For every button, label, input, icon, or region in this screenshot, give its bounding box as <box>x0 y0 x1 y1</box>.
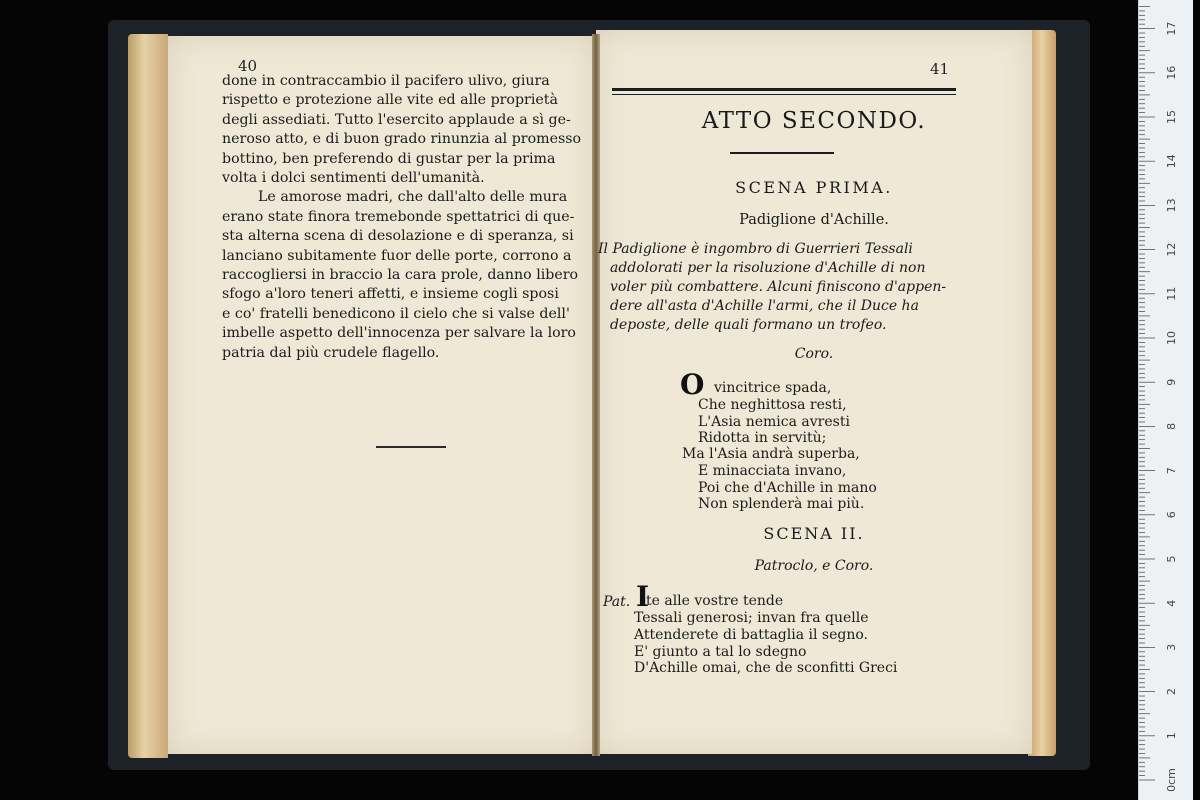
left-page-edge <box>128 34 168 758</box>
ruler-label: 4 <box>1165 599 1178 607</box>
text-line: e co' fratelli benedicono il cielo che si valse dell' <box>222 305 570 322</box>
text-line: deposte, delle quali formano un trofeo. <box>610 317 887 333</box>
header-rule-thin <box>612 94 956 95</box>
ruler-label: 5 <box>1165 555 1178 563</box>
text-line: degli assediati. Tutto l'esercito applaude a sì ge- <box>222 111 571 128</box>
drop-cap-o: O <box>680 368 705 401</box>
ruler-label: 14 <box>1165 154 1178 169</box>
text-line: neroso atto, e di buon grado rinunzia al promesso <box>222 131 582 148</box>
verse-line: Non splenderà mai più. <box>698 496 865 513</box>
speaker-label: Pat. <box>603 594 631 610</box>
chorus-verse-a <box>698 380 850 447</box>
text-line: imbelle aspetto dell'innocenza per salvare la loro <box>222 325 576 342</box>
speech-first-line: te alle vostre tende <box>646 593 784 609</box>
chorus-label: Coro. <box>794 346 834 362</box>
drop-cap-i: I <box>636 580 650 613</box>
measurement-ruler <box>1138 0 1193 800</box>
ruler-label: 9 <box>1165 378 1178 386</box>
page-number-right: 41 <box>930 60 950 78</box>
act-title-rule <box>730 152 834 154</box>
scene-2-title: SCENA II. <box>763 524 865 543</box>
verse-line: vincitrice spada, <box>714 380 832 396</box>
ruler-label: 12 <box>1165 242 1178 257</box>
text-line: bottino, ben preferendo di gustar per la prima <box>222 150 556 167</box>
verse-line: Attenderete di battaglia il segno. <box>634 626 869 643</box>
scene-1-title: SCENA PRIMA. <box>735 178 893 197</box>
ruler-label: 1 <box>1165 732 1178 740</box>
text-line: volta i dolci sentimenti dell'umanità. <box>222 170 485 187</box>
ruler-label: 3 <box>1165 643 1178 651</box>
chorus-verse-b <box>682 446 877 513</box>
ruler-label: 8 <box>1165 422 1178 430</box>
verse-line: E minacciata invano, <box>698 462 847 479</box>
text-line: erano state finora tremebonde spettatrici di que- <box>222 208 575 225</box>
text-line: voler più combattere. Alcuni finiscono d'appen- <box>610 279 947 295</box>
text-line: sta alterna scena di desolazione e di speranza, si <box>222 228 574 245</box>
verse-line: Ridotta in servitù; <box>698 430 827 447</box>
ruler-label: 17 <box>1165 21 1178 36</box>
act-title: ATTO SECONDO. <box>701 108 927 134</box>
right-page-edge <box>1028 30 1056 756</box>
text-line: rispetto e protezione alle vite ed alle proprietà <box>222 92 558 109</box>
verse-line: Poi che d'Achille in mano <box>698 479 877 496</box>
scene-2-cast: Patroclo, e Coro. <box>754 558 874 574</box>
section-end-rule <box>376 446 446 448</box>
ruler-label: 11 <box>1165 286 1178 301</box>
text-line: addolorati per la risoluzione d'Achille di non <box>610 260 926 276</box>
left-paragraph-2 <box>222 188 594 363</box>
ruler-label: 15 <box>1165 110 1178 124</box>
page-number-left: 40 <box>238 57 258 75</box>
verse-line: Tessali generosi; invan fra quelle <box>634 610 869 626</box>
verse-line: Che neghittosa resti, <box>698 396 847 413</box>
ruler-scale <box>1139 0 1193 800</box>
left-paragraph-1 <box>222 72 594 188</box>
ruler-label: 10 <box>1165 331 1178 345</box>
verse-line: D'Achille omai, che de sconfitti Greci <box>634 660 898 677</box>
text-line: sfogo a'loro teneri affetti, e insieme cogli sposi <box>222 286 559 303</box>
verse-line: L'Asia nemica avresti <box>698 413 850 430</box>
text-line: lanciano subitamente fuor delle porte, corrono a <box>222 247 572 264</box>
ruler-label: 6 <box>1165 511 1178 519</box>
verse-line: E' giunto a tal lo sdegno <box>634 643 807 660</box>
ruler-label: 2 <box>1165 688 1178 696</box>
scene-1-setting: Padiglione d'Achille. <box>739 212 889 228</box>
ruler-label: 13 <box>1165 198 1178 213</box>
text-line: dere all'asta d'Achille l'armi, che il Duce ha <box>610 298 919 314</box>
header-rule-thick <box>612 88 956 91</box>
left-page-text <box>222 72 594 363</box>
text-line: raccogliersi in braccio la cara prole, danno libero <box>222 267 579 284</box>
verse-line: Ma l'Asia andrà superba, <box>682 446 860 462</box>
text-line: Il Padiglione è ingombro di Guerrieri Tessali <box>598 241 913 257</box>
stage-direction <box>598 240 974 335</box>
text-line: patria dal più crudele flagello. <box>222 344 440 361</box>
ruler-label: 0cm <box>1165 768 1178 792</box>
ruler-label: 7 <box>1165 467 1178 475</box>
ruler-label: 16 <box>1165 65 1178 80</box>
text-line: Le amorose madri, che dall'alto delle mura <box>258 189 568 206</box>
speech-verse <box>634 610 897 677</box>
text-line: done in contraccambio il pacifero ulivo, giura <box>222 73 550 89</box>
